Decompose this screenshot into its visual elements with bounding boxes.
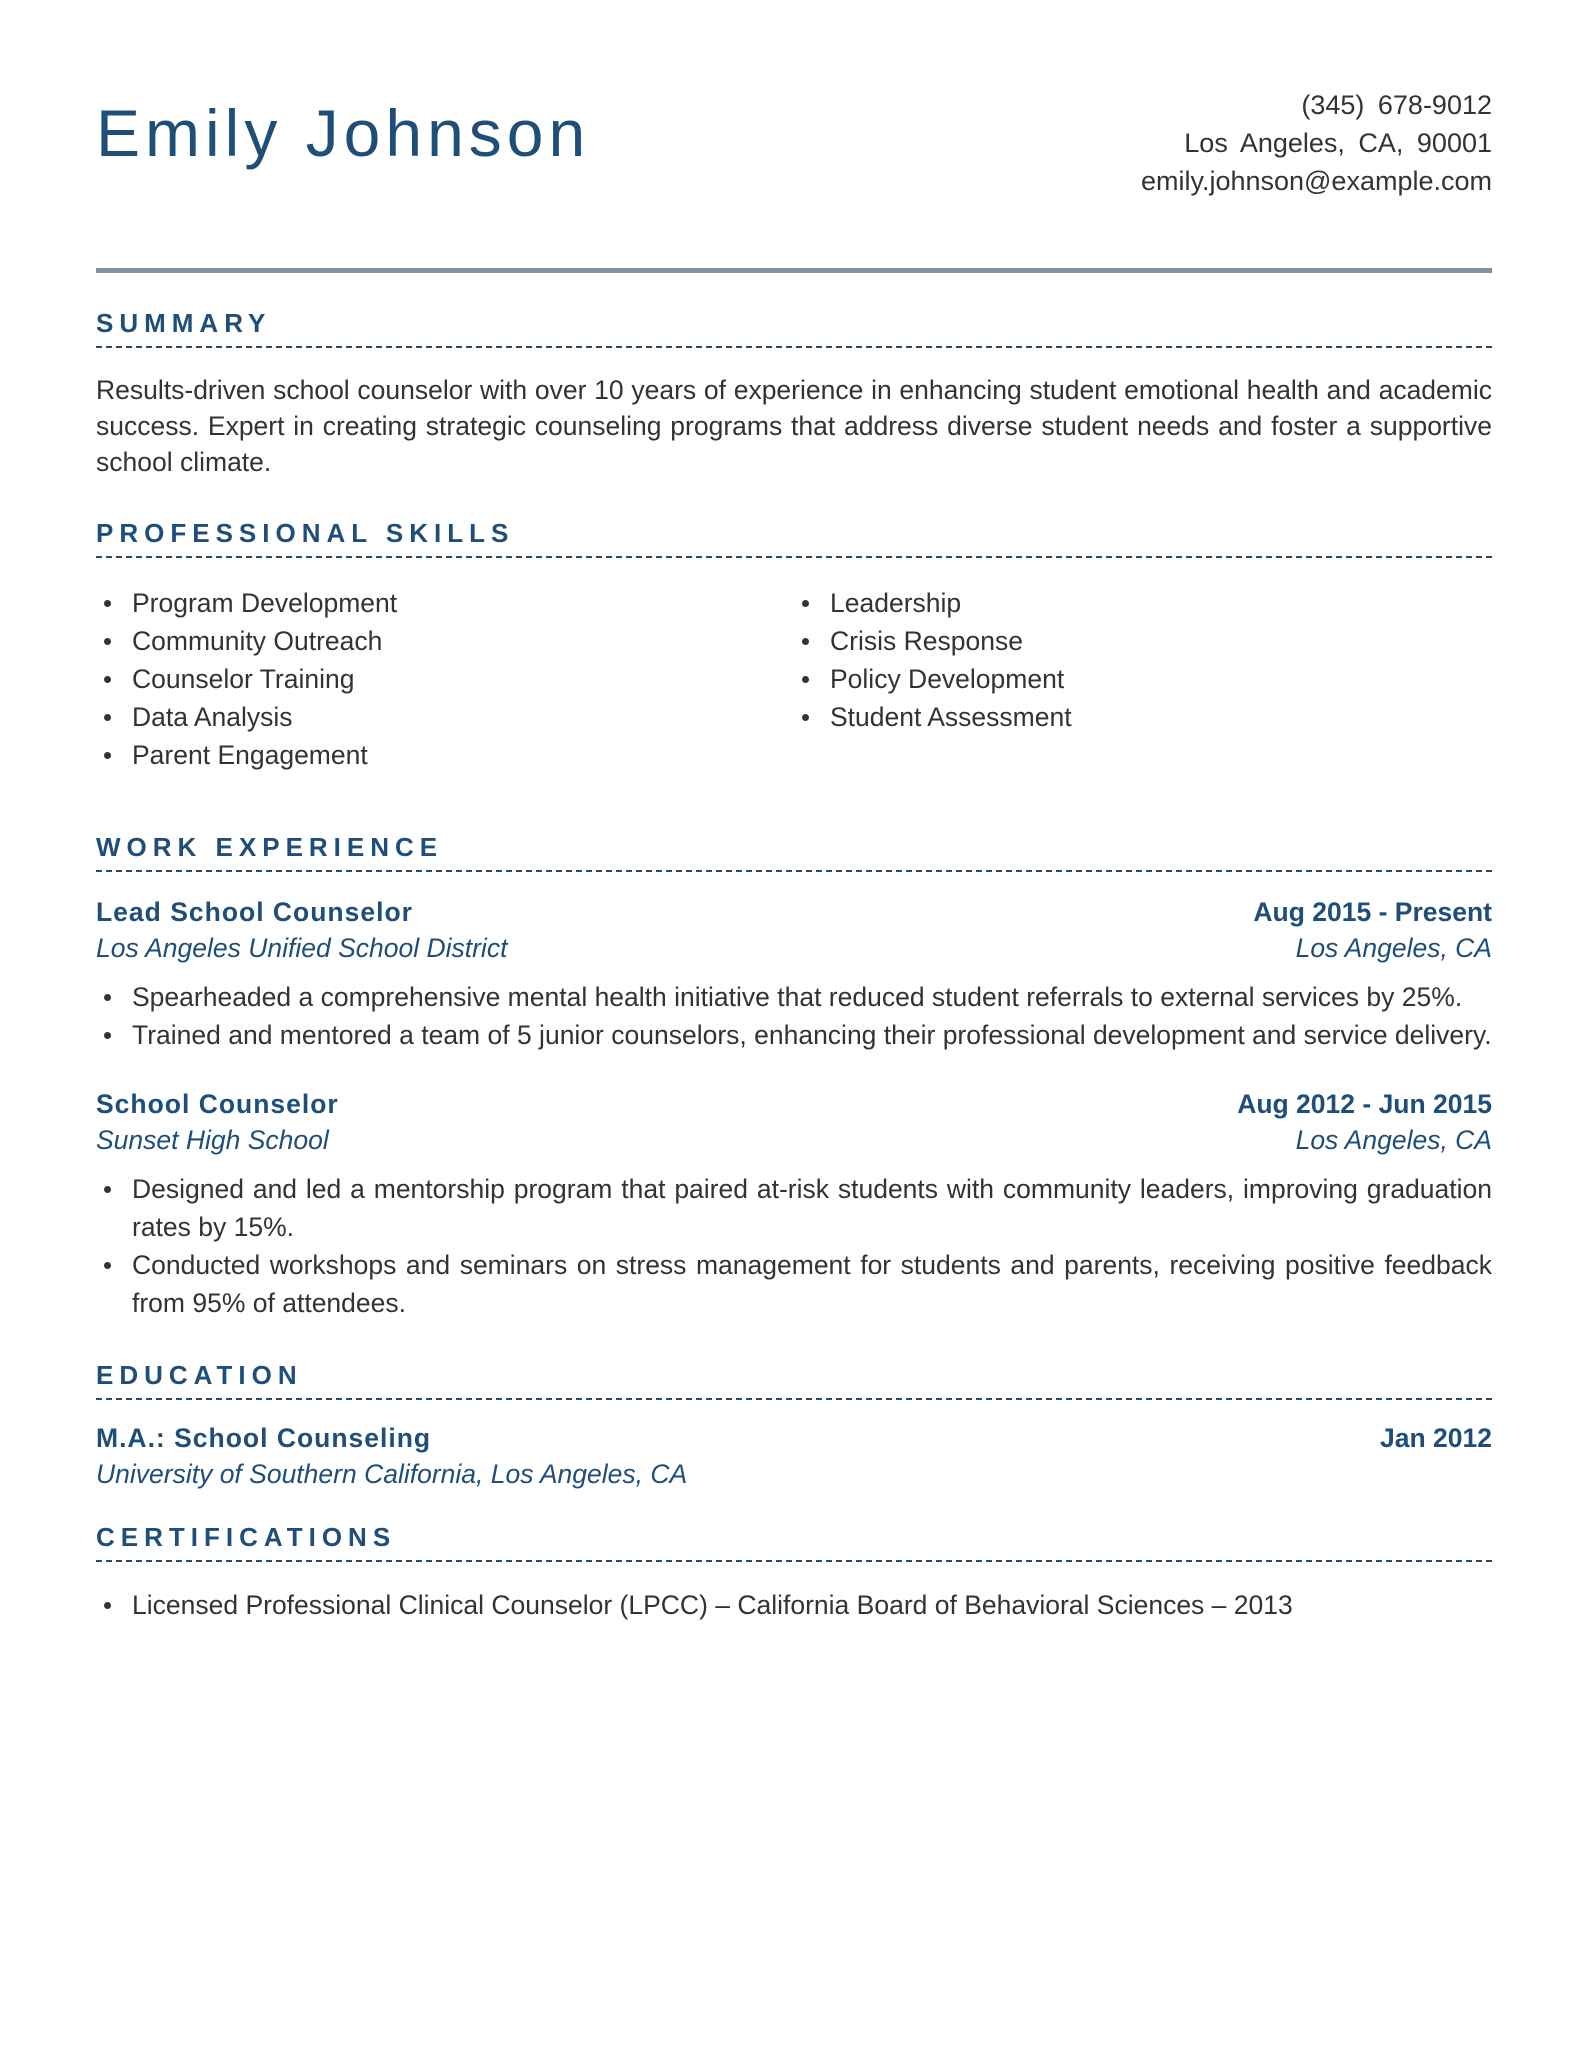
job-title: Lead School Counselor [96,897,413,927]
summary-heading: SUMMARY [96,306,1492,348]
skill-item: Program Development [96,584,794,622]
certifications-heading: CERTIFICATIONS [96,1520,1492,1562]
education-header-row [96,1420,1492,1456]
job-location: Los Angeles, CA [1295,933,1492,963]
skill-item: Parent Engagement [96,736,794,774]
resume-header [96,0,1492,270]
contact-phone: (345) 678-9012 [1301,90,1492,120]
degree: M.A.: School Counseling [96,1423,432,1453]
job-bullets [96,1170,1492,1322]
education-heading: EDUCATION [96,1358,1492,1400]
contact-block [1141,86,1492,200]
summary-section [96,306,1492,480]
skill-item: Crisis Response [794,622,1492,660]
header-divider [96,268,1492,273]
education-school-row [96,1456,1492,1492]
job-bullets [96,978,1492,1054]
job-organization: Sunset High School [96,1125,329,1155]
job-location: Los Angeles, CA [1295,1125,1492,1155]
summary-text: Results-driven school counselor with over 10 years of experience in enhancing student emotional health and academic success. Expert in creating strategic counseling programs that address diverse student needs and foster a supportive school climate. [96,375,1492,477]
education-entry [96,1420,1492,1492]
education-date: Jan 2012 [1380,1423,1492,1453]
job-dates: Aug 2015 - Present [1253,897,1492,927]
skills-columns [96,584,1492,774]
job-bullet: Designed and led a mentorship program that paired at-risk students with community leaders, improving graduation rates by 15%. [96,1170,1492,1246]
job-bullet: Trained and mentored a team of 5 junior counselors, enhancing their professional development and service delivery. [96,1016,1492,1054]
job-org-row [96,1122,1492,1158]
candidate-name: Emily Johnson [96,96,591,170]
skill-item: Student Assessment [794,698,1492,736]
job-entry [96,894,1492,1054]
skill-item: Community Outreach [96,622,794,660]
skill-item: Leadership [794,584,1492,622]
skill-item: Counselor Training [96,660,794,698]
job-org-row [96,930,1492,966]
education-section [96,1358,1492,1492]
job-entry [96,1086,1492,1322]
certifications-section [96,1520,1492,1624]
certification-item: Licensed Professional Clinical Counselor (LPCC) – California Board of Behavioral Sciences – 2013 [96,1586,1492,1624]
job-dates: Aug 2012 - Jun 2015 [1237,1089,1492,1119]
job-header-row [96,894,1492,930]
job-organization: Los Angeles Unified School District [96,933,508,963]
experience-section [96,830,1492,1322]
experience-heading: WORK EXPERIENCE [96,830,1492,872]
skills-section [96,516,1492,774]
skills-right-column [794,584,1492,774]
contact-email[interactable]: emily.johnson@example.com [1140,166,1492,196]
job-header-row [96,1086,1492,1122]
skill-item: Policy Development [794,660,1492,698]
skill-item: Data Analysis [96,698,794,736]
certification-list [96,1586,1492,1624]
job-bullet: Conducted workshops and seminars on stress management for students and parents, receiving positive feedback from 95% of attendees. [96,1246,1492,1322]
contact-address: Los Angeles, CA, 90001 [1184,128,1492,158]
skills-heading: PROFESSIONAL SKILLS [96,516,1492,558]
school-name: University of Southern California, Los Angeles, CA [96,1459,688,1489]
job-title: School Counselor [96,1089,339,1119]
skills-left-column [96,584,794,774]
job-bullet: Spearheaded a comprehensive mental health initiative that reduced student referrals to external services by 25%. [96,978,1492,1016]
